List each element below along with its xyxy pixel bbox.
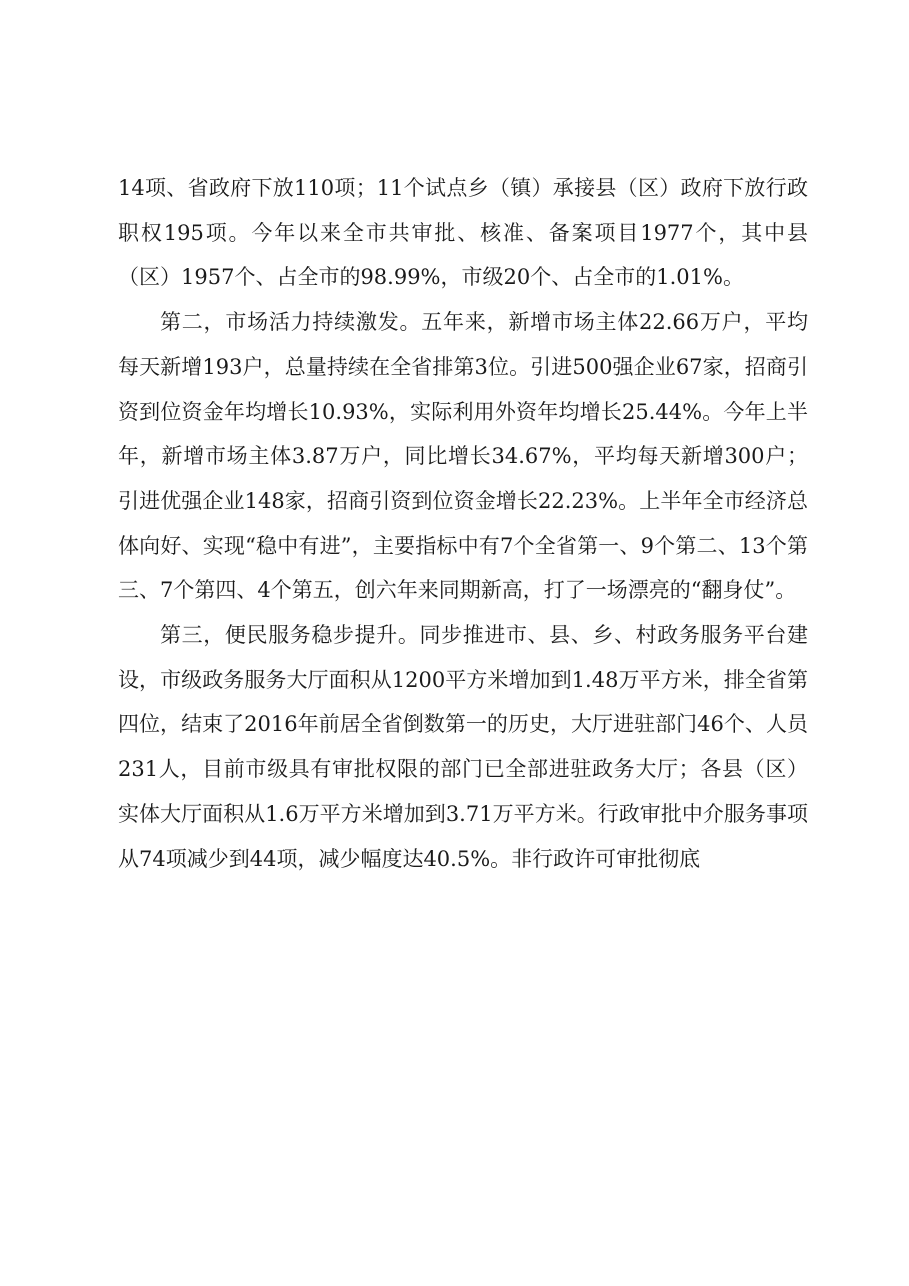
paragraph-market-vitality: 第二，市场活力持续激发。五年来，新增市场主体22.66万户，平均每天新增193户，总量持续在全省排第3位。引进500强企业67家，招商引资到位资金年均增长10.93%，实际利用外资年均增长25.44%。今年上半年，新增市场主体3.87万户，同比增长34.67%，平均每天新增300户；引进优强企业148家，招商引资到位资金增长22.23%。上半年全市经济总体向好、实现“稳中有进”，主要指标中有7个全省第一、9个第二、13个第三、7个第四、4个第五，创六年来同期新高，打了一场漂亮的“翻身仗”。 xyxy=(118,310,808,603)
paragraph-continuation: 14项、省政府下放110项；11个试点乡（镇）承接县（区）政府下放行政职权195项。今年以来全市共审批、核准、备案项目1977个，其中县（区）1957个、占全市的98.99%，市级20个、占全市的1.01%。 xyxy=(118,176,808,290)
paragraph-public-service: 第三，便民服务稳步提升。同步推进市、县、乡、村政务服务平台建设，市级政务服务大厅面积从1200平方米增加到1.48万平方米，排全省第四位，结束了2016年前居全省倒数第一的历史，大厅进驻部门46个、人员231人，目前市级具有审批权限的部门已全部进驻政务大厅；各县（区）实体大厅面积从1.6万平方米增加到3.71万平方米。行政审批中介服务事项从74项减少到44项，减少幅度达40.5%。非行政许可审批彻底 xyxy=(118,623,808,871)
document-body xyxy=(118,166,808,881)
